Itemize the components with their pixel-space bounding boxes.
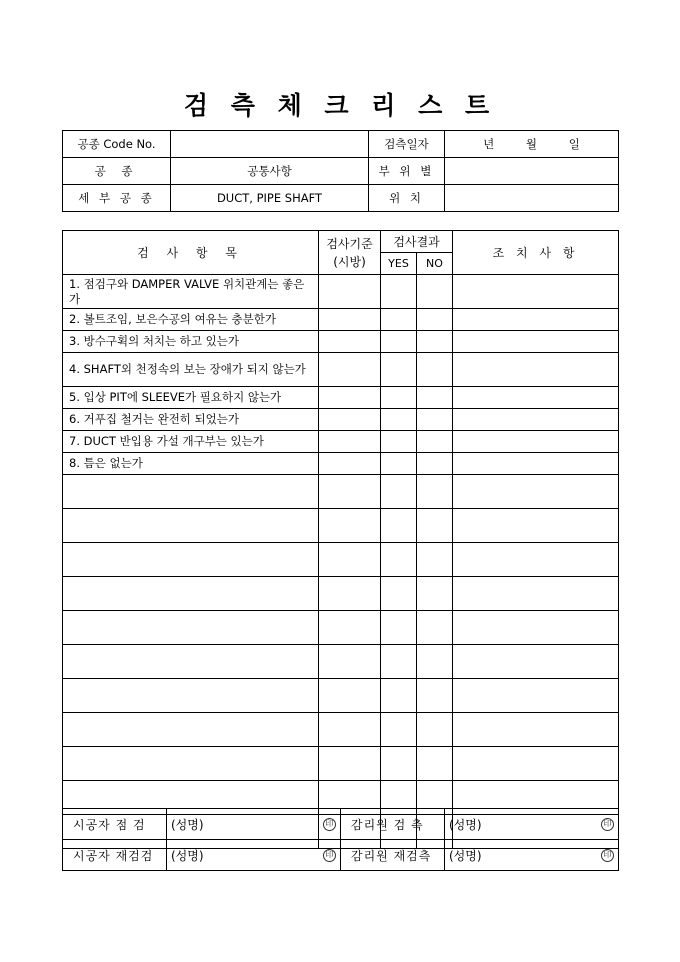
checklist-no-cell[interactable]: [417, 543, 453, 577]
table-row: [63, 645, 619, 679]
table-row: [63, 185, 619, 212]
checklist-yes-cell[interactable]: [381, 543, 417, 577]
checklist-action-cell[interactable]: [453, 509, 619, 543]
sign-value-contractor-inspect[interactable]: [167, 809, 341, 840]
table-row: [63, 431, 619, 453]
table-row: [63, 509, 619, 543]
col-header-standard: [319, 231, 381, 275]
checklist-yes-cell[interactable]: [381, 331, 417, 353]
checklist-action-cell[interactable]: [453, 331, 619, 353]
checklist-item-label: 4. SHAFT외 천정속의 보는 장애가 되지 않는가: [63, 353, 319, 387]
table-row: [63, 809, 619, 840]
checklist-item-label: [63, 679, 319, 713]
checklist-standard-cell[interactable]: [319, 475, 381, 509]
checklist-standard-cell[interactable]: [319, 331, 381, 353]
col-header-standard-line2: (시방): [333, 254, 366, 269]
table-row: [63, 353, 619, 387]
checklist-action-cell[interactable]: [453, 543, 619, 577]
checklist-no-cell[interactable]: [417, 645, 453, 679]
checklist-standard-cell[interactable]: [319, 353, 381, 387]
table-row: [63, 331, 619, 353]
checklist-action-cell[interactable]: [453, 309, 619, 331]
checklist-yes-cell[interactable]: [381, 409, 417, 431]
checklist-item-label: [63, 611, 319, 645]
checklist-standard-cell[interactable]: [319, 645, 381, 679]
checklist-no-cell[interactable]: [417, 309, 453, 331]
sign-value-supervisor-inspect[interactable]: [445, 809, 619, 840]
checklist-item-label: 1. 점검구와 DAMPER VALVE 위치관계는 좋은가: [63, 275, 319, 309]
seal-icon: 印: [323, 818, 336, 831]
table-row: [63, 409, 619, 431]
checklist-action-cell[interactable]: [453, 453, 619, 475]
checklist-yes-cell[interactable]: [381, 309, 417, 331]
checklist-standard-cell[interactable]: [319, 431, 381, 453]
sign-label-supervisor-reinspect: 감리원 재검측: [341, 840, 445, 871]
checklist-yes-cell[interactable]: [381, 275, 417, 309]
col-header-result: 검사결과: [381, 231, 453, 253]
checklist-action-cell[interactable]: [453, 353, 619, 387]
checklist-item-label: 2. 볼트조임, 보은수공의 여유는 충분한가: [63, 309, 319, 331]
checklist-standard-cell[interactable]: [319, 275, 381, 309]
checklist-item-label: [63, 577, 319, 611]
checklist-item-label: 6. 거푸집 철거는 완전히 되었는가: [63, 409, 319, 431]
checklist-no-cell[interactable]: [417, 475, 453, 509]
checklist-item-label: [63, 747, 319, 781]
table-row: [63, 577, 619, 611]
sign-label-contractor-inspect: 시공자 점 검: [63, 809, 167, 840]
header-value-code[interactable]: [171, 131, 369, 158]
checklist-yes-cell[interactable]: [381, 387, 417, 409]
col-header-yes: YES: [381, 253, 417, 275]
checklist-action-cell[interactable]: [453, 679, 619, 713]
sign-label-contractor-reinspect: 시공자 재검검: [63, 840, 167, 871]
header-label-worktype: 공 종: [63, 158, 171, 185]
checklist-standard-cell[interactable]: [319, 453, 381, 475]
checklist-action-cell[interactable]: [453, 431, 619, 453]
header-value-date[interactable]: 년 월 일: [445, 131, 619, 158]
checklist-standard-cell[interactable]: [319, 509, 381, 543]
checklist-yes-cell[interactable]: [381, 611, 417, 645]
checklist-yes-cell[interactable]: [381, 645, 417, 679]
checklist-yes-cell[interactable]: [381, 431, 417, 453]
checklist-no-cell[interactable]: [417, 611, 453, 645]
header-label-date: 검측일자: [369, 131, 445, 158]
checklist-no-cell[interactable]: [417, 713, 453, 747]
table-row: [63, 275, 619, 309]
checklist-standard-cell[interactable]: [319, 713, 381, 747]
signature-table: [62, 808, 619, 871]
checklist-yes-cell[interactable]: [381, 713, 417, 747]
table-row: [63, 131, 619, 158]
checklist-yes-cell[interactable]: [381, 577, 417, 611]
header-label-code: 공종 Code No.: [63, 131, 171, 158]
checklist-standard-cell[interactable]: [319, 543, 381, 577]
checklist-no-cell[interactable]: [417, 509, 453, 543]
page-title: 검 측 체 크 리 스 트: [183, 91, 497, 120]
table-header-row: [63, 231, 619, 253]
seal-icon: 印: [323, 849, 336, 862]
checklist-no-cell[interactable]: [417, 431, 453, 453]
checklist-action-cell[interactable]: [453, 645, 619, 679]
table-row: [63, 679, 619, 713]
checklist-yes-cell[interactable]: [381, 453, 417, 475]
header-value-subwork[interactable]: DUCT, PIPE SHAFT: [171, 185, 369, 212]
checklist-standard-cell[interactable]: [319, 611, 381, 645]
inspection-checklist-table: [62, 230, 619, 849]
header-label-part: 부 위 별: [369, 158, 445, 185]
checklist-no-cell[interactable]: [417, 387, 453, 409]
table-row: [63, 840, 619, 871]
table-row: [63, 713, 619, 747]
checklist-item-label: [63, 509, 319, 543]
checklist-item-label: 7. DUCT 반입용 가설 개구부는 있는가: [63, 431, 319, 453]
checklist-yes-cell[interactable]: [381, 353, 417, 387]
checklist-no-cell[interactable]: [417, 453, 453, 475]
seal-icon: 印: [601, 818, 614, 831]
checklist-action-cell[interactable]: [453, 611, 619, 645]
table-row: [63, 387, 619, 409]
sign-value-contractor-reinspect[interactable]: [167, 840, 341, 871]
table-row: [63, 475, 619, 509]
checklist-item-label: [63, 713, 319, 747]
seal-icon: 印: [601, 849, 614, 862]
checklist-item-label: 8. 틈은 없는가: [63, 453, 319, 475]
sign-name-contractor-inspect: (성명): [171, 817, 204, 832]
col-header-action: 조 치 사 항: [453, 231, 619, 275]
sign-name-supervisor-reinspect: (성명): [449, 848, 482, 863]
checklist-item-label: [63, 475, 319, 509]
checklist-no-cell[interactable]: [417, 275, 453, 309]
header-label-location: 위 치: [369, 185, 445, 212]
checklist-standard-cell[interactable]: [319, 577, 381, 611]
checklist-action-cell[interactable]: [453, 747, 619, 781]
checklist-item-label: 5. 입상 PIT에 SLEEVE가 필요하지 않는가: [63, 387, 319, 409]
header-value-part[interactable]: [445, 158, 619, 185]
checklist-standard-cell[interactable]: [319, 409, 381, 431]
checklist-yes-cell[interactable]: [381, 509, 417, 543]
checklist-action-cell[interactable]: [453, 387, 619, 409]
checklist-action-cell[interactable]: [453, 577, 619, 611]
sign-label-supervisor-inspect: 감리원 검 측: [341, 809, 445, 840]
sign-name-contractor-reinspect: (성명): [171, 848, 204, 863]
checklist-action-cell[interactable]: [453, 409, 619, 431]
checklist-action-cell[interactable]: [453, 275, 619, 309]
checklist-no-cell[interactable]: [417, 409, 453, 431]
table-row: [63, 747, 619, 781]
header-info-table: [62, 130, 619, 212]
checklist-action-cell[interactable]: [453, 475, 619, 509]
table-row: [63, 453, 619, 475]
table-row: [63, 543, 619, 577]
checklist-item-label: [63, 543, 319, 577]
checklist-no-cell[interactable]: [417, 331, 453, 353]
col-header-no: NO: [417, 253, 453, 275]
header-value-location[interactable]: [445, 185, 619, 212]
checklist-item-label: 3. 방수구획의 처치는 하고 있는가: [63, 331, 319, 353]
checklist-standard-cell[interactable]: [319, 309, 381, 331]
checklist-standard-cell[interactable]: [319, 679, 381, 713]
sign-name-supervisor-inspect: (성명): [449, 817, 482, 832]
col-header-item: 검 사 항 목: [63, 231, 319, 275]
checklist-no-cell[interactable]: [417, 353, 453, 387]
checklist-no-cell[interactable]: [417, 679, 453, 713]
header-label-subwork: 세 부 공 종: [63, 185, 171, 212]
checklist-action-cell[interactable]: [453, 713, 619, 747]
checklist-no-cell[interactable]: [417, 577, 453, 611]
checklist-yes-cell[interactable]: [381, 475, 417, 509]
checklist-item-label: [63, 645, 319, 679]
header-value-worktype[interactable]: 공통사항: [171, 158, 369, 185]
sign-value-supervisor-reinspect[interactable]: [445, 840, 619, 871]
table-row: [63, 158, 619, 185]
table-row: [63, 611, 619, 645]
col-header-standard-line1: 검사기준: [326, 236, 373, 251]
checklist-yes-cell[interactable]: [381, 747, 417, 781]
checklist-no-cell[interactable]: [417, 747, 453, 781]
checklist-standard-cell[interactable]: [319, 747, 381, 781]
checklist-yes-cell[interactable]: [381, 679, 417, 713]
checklist-standard-cell[interactable]: [319, 387, 381, 409]
table-row: [63, 309, 619, 331]
